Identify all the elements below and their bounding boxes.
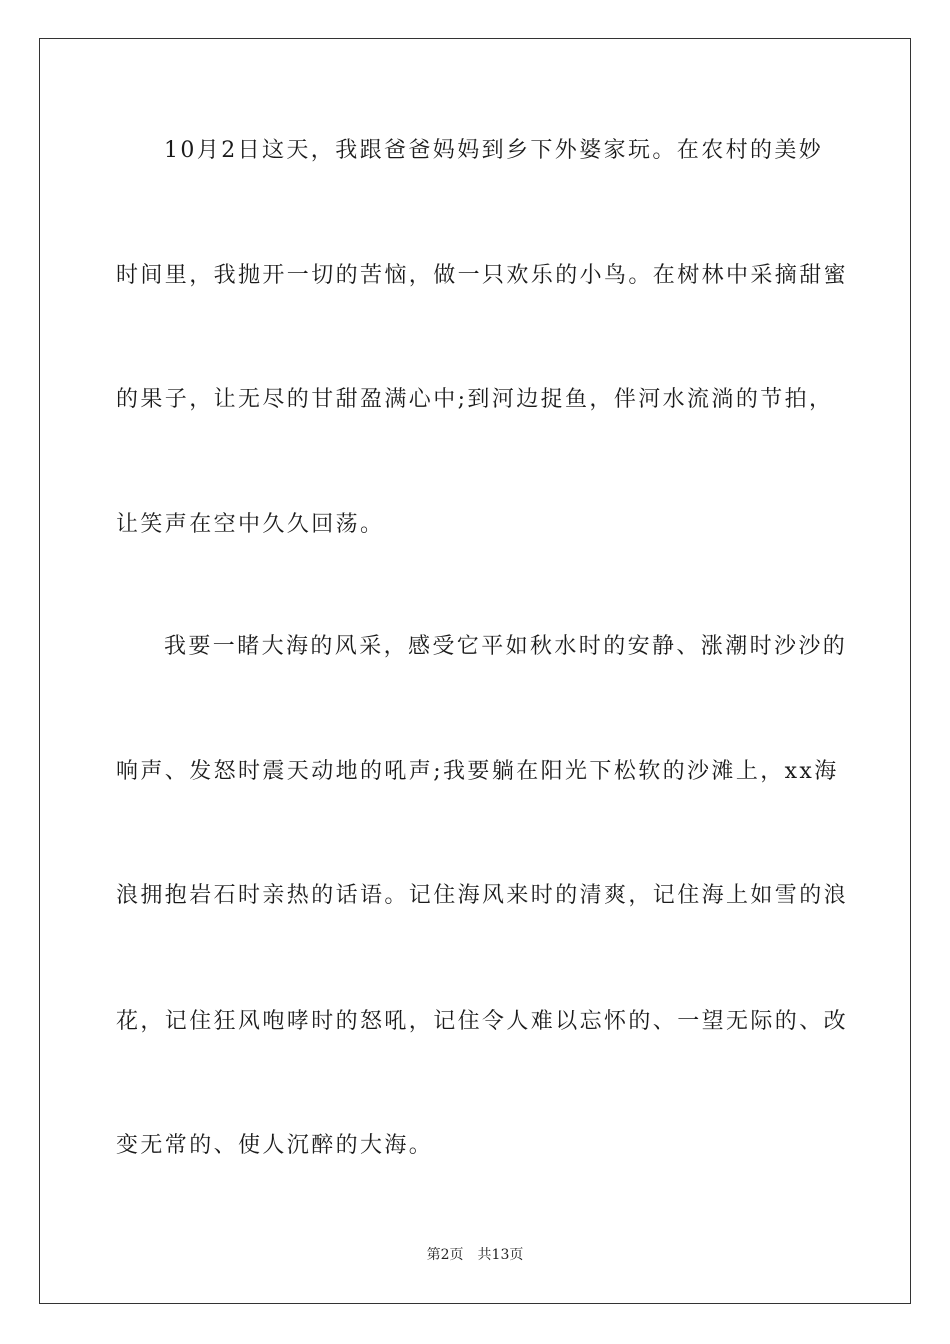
paragraph-1-line-1: 10月2日这天，我跟爸爸妈妈到乡下外婆家玩。在农村的美妙 bbox=[164, 138, 824, 163]
paragraph-2-line-4: 花，记住狂风咆哮时的怒吼，记住令人难以忘怀的、一望无际的、改 bbox=[116, 1009, 849, 1034]
paragraph-2-line-5: 变无常的、使人沉醉的大海。 bbox=[116, 1133, 434, 1158]
paragraph-1-line-2: 时间里，我抛开一切的苦恼，做一只欢乐的小鸟。在树林中采摘甜蜜 bbox=[116, 263, 849, 288]
paragraph-2-line-2: 响声、发怒时震天动地的吼声;我要躺在阳光下松软的沙滩上，xx海 bbox=[116, 759, 839, 784]
paragraph-1-line-4: 让笑声在空中久久回荡。 bbox=[116, 512, 385, 537]
paragraph-1-line-3: 的果子，让无尽的甘甜盈满心中;到河边捉鱼，伴河水流淌的节拍， bbox=[116, 387, 834, 412]
paragraph-2-line-3: 浪拥抱岩石时亲热的话语。记住海风来时的清爽，记住海上如雪的浪 bbox=[116, 883, 849, 908]
page-footer bbox=[0, 1246, 950, 1264]
page-total: 共13页 bbox=[477, 1247, 524, 1263]
page-border bbox=[39, 38, 911, 1304]
page-number: 第2页 bbox=[426, 1247, 464, 1263]
paragraph-2-line-1: 我要一睹大海的风采，感受它平如秋水时的安静、涨潮时沙沙的 bbox=[164, 634, 848, 659]
